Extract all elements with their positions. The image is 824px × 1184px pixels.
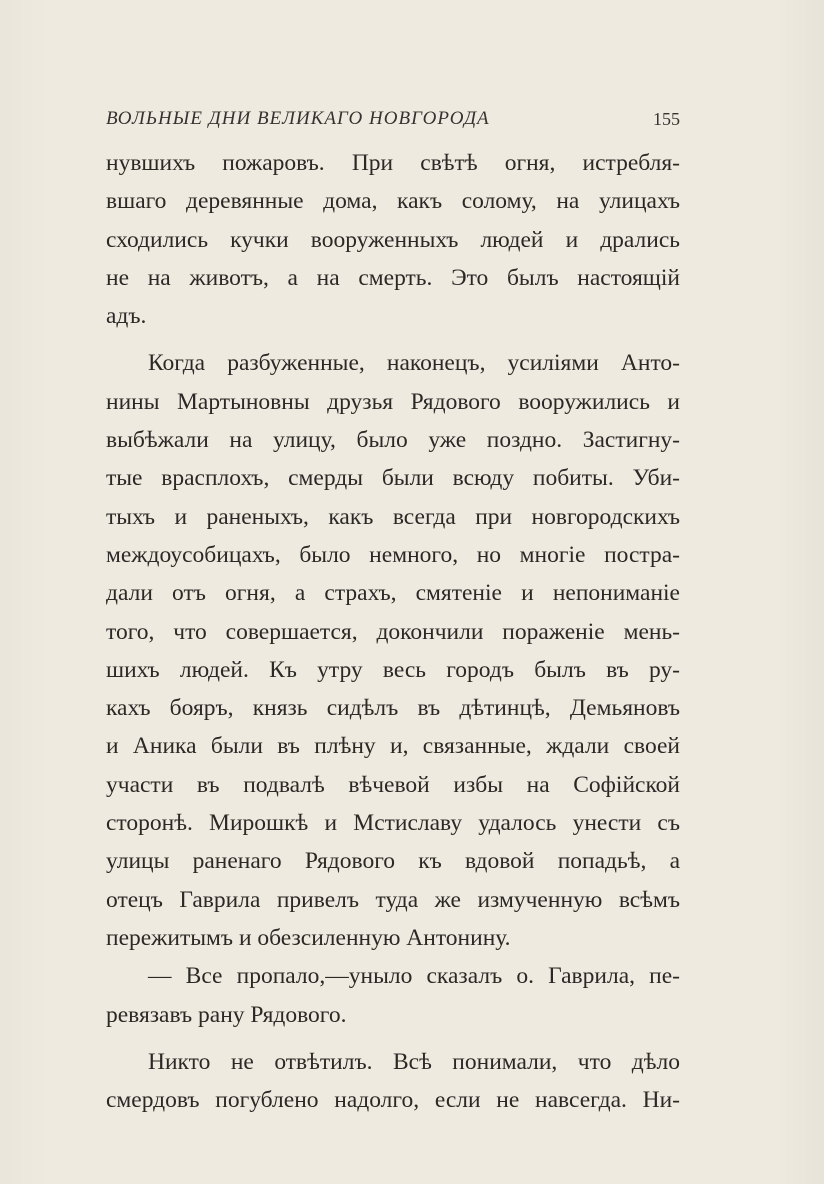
text-line: Когда разбуженные, наконецъ, усиліями Анто- xyxy=(148,350,680,377)
text-line: участи въ подвалѣ вѣчевой избы на Софійской xyxy=(106,771,680,798)
text-line: вшаго деревянные дома, какъ солому, на улицахъ xyxy=(106,188,680,215)
text-line: того, что совершается, докончили пораженіе мень- xyxy=(106,618,680,645)
text-line: тые врасплохъ, смерды были всюду побиты. Уби- xyxy=(106,465,680,492)
text-line: сторонѣ. Мирошкѣ и Мстиславу удалось унести съ xyxy=(106,810,680,837)
text-line: кахъ бояръ, князь сидѣлъ въ дѣтинцѣ, Демьяновъ xyxy=(106,695,680,722)
text-line: шихъ людей. Къ утру весь городъ былъ въ ру- xyxy=(106,656,680,683)
text-line: смердовъ погублено надолго, если не навсегда. Ни- xyxy=(106,1087,680,1114)
text-line: пережитымъ и обезсиленную Антонину. xyxy=(106,924,511,951)
paragraph xyxy=(106,957,680,1034)
text-line: тыхъ и раненыхъ, какъ всегда при новгородскихъ xyxy=(106,503,680,530)
text-line: Никто не отвѣтилъ. Всѣ понимали, что дѣло xyxy=(148,1048,680,1075)
body-text xyxy=(106,144,680,1119)
paragraph xyxy=(106,344,680,957)
text-line: нувшихъ пожаровъ. При свѣтѣ огня, истребля- xyxy=(106,150,680,176)
text-line: отецъ Гаврила привелъ туда же измученную всѣмъ xyxy=(106,886,680,913)
text-line: сходились кучки вооруженныхъ людей и дрались xyxy=(106,226,680,253)
text-line: нины Мартыновны друзья Рядового вооружились и xyxy=(106,388,680,415)
page-number: 155 xyxy=(653,109,680,129)
text-line: ревязавъ рану Рядового. xyxy=(106,1001,347,1028)
text-line: и Аника были въ плѣну и, связанные, ждали своей xyxy=(106,733,680,760)
text-line: — Все пропало,—уныло сказалъ о. Гаврила, пе- xyxy=(148,963,680,990)
paragraph xyxy=(106,144,680,335)
page-header xyxy=(106,96,680,130)
running-title: ВОЛЬНЫЕ ДНИ ВЕЛИКАГО НОВГОРОДА xyxy=(106,108,490,129)
text-line: адъ. xyxy=(106,303,147,330)
paragraph xyxy=(106,1043,680,1120)
text-line: улицы раненаго Рядового къ вдовой попадьѣ, а xyxy=(106,848,680,875)
text-line: междоусобицахъ, было немного, но многіе постра- xyxy=(106,541,680,568)
text-line: дали отъ огня, а страхъ, смятеніе и непониманіе xyxy=(106,580,680,607)
text-line: не на животъ, а на смерть. Это былъ настоящій xyxy=(106,264,680,291)
text-line: выбѣжали на улицу, было уже поздно. Застигну- xyxy=(106,427,680,454)
